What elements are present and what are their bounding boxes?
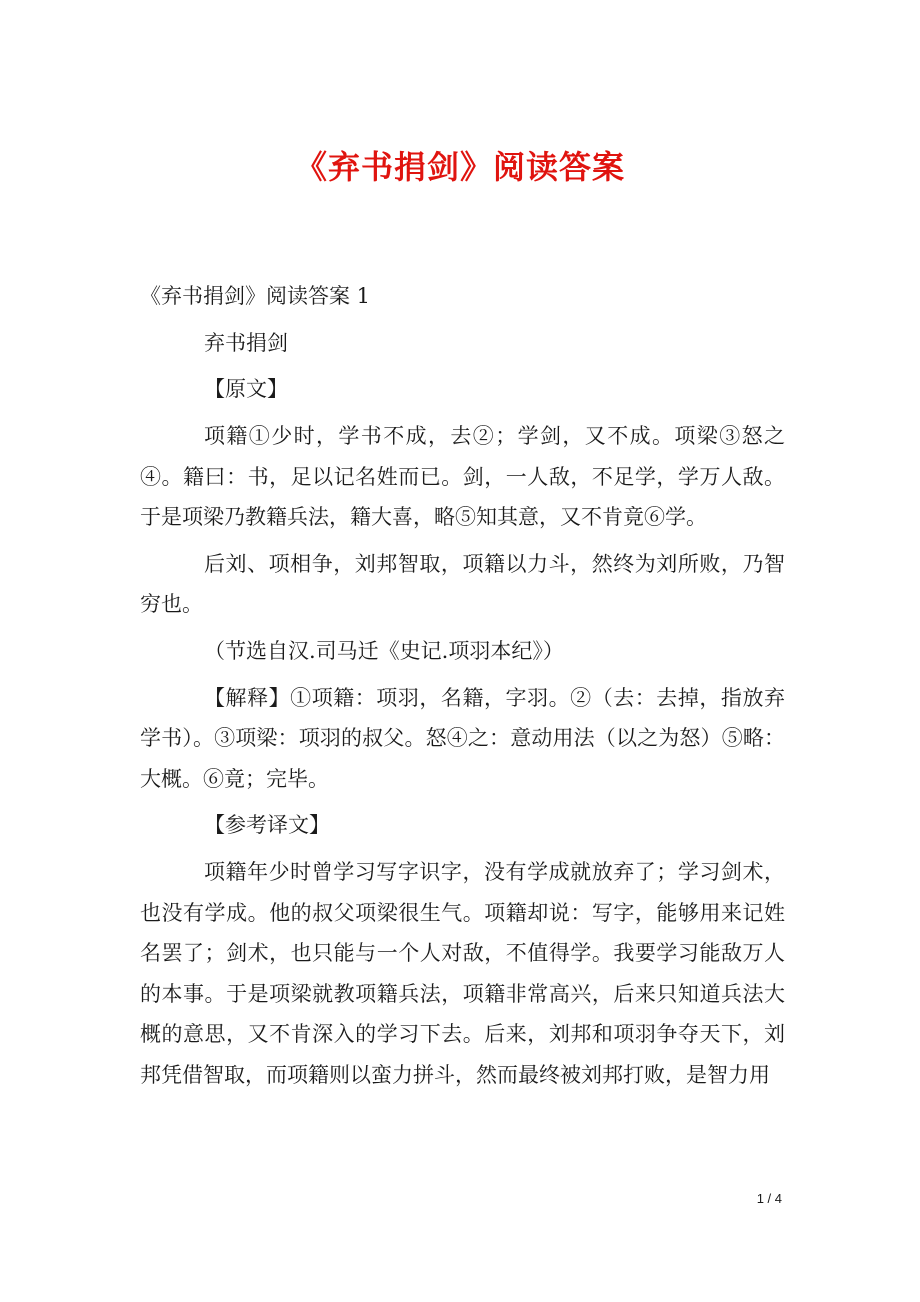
translation-label: 【参考译文】 [204,813,330,838]
annotations-paragraph: 【解释】①项籍：项羽，名籍，字羽。②（去：去掉，指放弃学书）。③项梁：项羽的叔父。怒④之：意动用法（以之为怒）⑤略：大概。⑥竟；完毕。 [140,685,785,791]
document-body [140,276,785,1095]
page-number: 1 / 4 [756,1191,782,1206]
original-text-label: 【原文】 [204,377,288,402]
original-text-paragraph: 项籍①少时，学书不成，去②；学剑，又不成。项梁③怒之④。籍曰：书，足以记名姓而已。剑，一人敌，不足学，学万人敌。于是项梁乃教籍兵法，籍大喜，略⑤知其意，又不肯竟⑥学。 [140,424,785,530]
translation-paragraph: 项籍年少时曾学习写字识字，没有学成就放弃了；学习剑术，也没有学成。他的叔父项梁很生气。项籍却说：写字，能够用来记姓名罢了；剑术，也只能与一个人对敌，不值得学。我要学习能敌万人的本事。于是项梁就教项籍兵法，项籍非常高兴，后来只知道兵法大概的意思，又不肯深入的学习下去。后来，刘邦和项羽争夺天下，刘邦凭借智取，而项籍则以蛮力拼斗，然而最终被刘邦打败，是智力用 [140,860,785,1087]
source-citation: （节选自汉.司马迁《史记.项羽本纪》） [204,638,564,663]
document-title: 《弃书捐剑》阅读答案 [294,148,625,186]
section-heading: 《弃书捐剑》阅读答案 1 [140,284,371,308]
article-title: 弃书捐剑 [204,330,288,355]
original-text-paragraph: 后刘、项相争，刘邦智取，项籍以力斗，然终为刘所败，乃智穷也。 [140,551,785,617]
